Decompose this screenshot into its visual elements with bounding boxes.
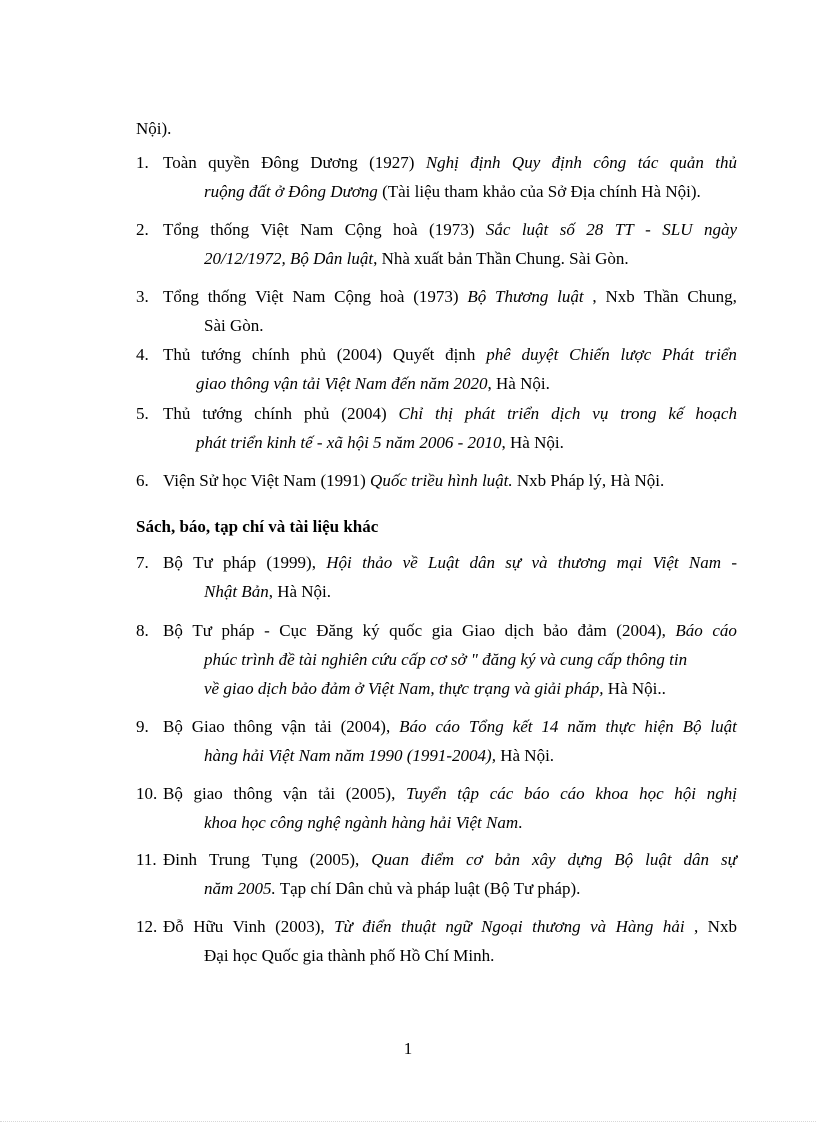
ref-title-word: thực [605,717,636,736]
ref-title-word: Phát [661,345,695,364]
ref-title-word: bản [494,850,521,869]
ref-word: chính [251,345,290,364]
ref-title-word: Nam [688,553,722,572]
ref-word: gia [431,621,453,640]
ref-continuation-line [204,878,580,900]
ref-title-word: và [531,553,548,572]
ref-continuation-line [204,581,331,603]
ref-line-justified [163,286,737,308]
ref-title-word: số [559,220,575,239]
ref-title-word: thủ [715,153,737,172]
ref-text: Nxb Pháp lý, Hà Nội. [512,471,665,490]
ref-continuation-line [204,945,494,967]
reference-number: 11. [136,850,157,869]
ref-title-italic: năm 2005. [204,879,276,898]
ref-word: Nam [292,287,326,306]
ref-title-word: hiện [644,717,674,736]
ref-word: Thần [643,287,679,306]
reference-number: 9. [136,717,149,736]
ref-word: Bộ [163,784,183,803]
ref-word: Cộng [344,220,382,239]
ref-title-word: sự [505,553,522,572]
ref-text: , Nhà xuất bản Thần Chung. Sài Gòn. [373,249,629,268]
ref-word: tải [318,784,336,803]
ref-title-italic: Nhật Bản [204,582,269,601]
ref-title-word: tập [457,784,480,803]
page-border [0,1121,816,1122]
ref-word: Tư [192,621,212,640]
ref-word: phủ [300,345,326,364]
ref-line-justified [163,916,737,938]
reference-number: 12. [136,917,158,936]
ref-word: Bộ [163,717,183,736]
ref-continuation-line [196,373,550,395]
ref-word: pháp [223,553,257,572]
ref-word: Hữu [193,917,224,936]
ref-title-word: Bộ [682,717,702,736]
ref-title-word: thuật [400,917,436,936]
ref-title-word: nghị [706,784,737,803]
ref-word: Đỗ [163,917,184,936]
ref-text: (Tài liệu tham khảo của Sở Địa chính Hà Nội). [377,182,701,201]
ref-title-word: điển [362,917,392,936]
ref-word: Quyết [392,345,435,364]
ref-title-word: duyệt [521,345,559,364]
ref-line-justified [163,783,737,805]
ref-continuation-line [204,678,666,700]
reference-number: 8. [136,621,149,640]
ref-text: Tạp chí Dân chủ và pháp luật (Bộ Tư pháp). [275,879,581,898]
ref-word: quyền [208,153,250,172]
ref-title-word: luật [557,287,584,306]
ref-word: Đông [261,153,299,172]
ref-title-word: quản [669,153,704,172]
ref-word: phủ [303,404,330,423]
ref-title-italic: hàng hải Việt Nam năm 1990 (1991-2004), [204,746,496,765]
ref-title-word: thương [557,553,607,572]
ref-title-word: xây [532,850,556,869]
reference-number: 5. [136,404,149,423]
ref-title-word: 28 [586,220,604,239]
ref-line-justified [163,849,737,871]
ref-word: Nxb [605,287,635,306]
ref-title-word: hoạch [695,404,737,423]
ref-title-word: mại [616,553,643,572]
ref-title-word: Nghị [425,153,459,172]
ref-word: Nxb [707,917,737,936]
ref-title-word: Quy [511,153,541,172]
ref-word: Trung [208,850,250,869]
ref-word: tướng [201,345,242,364]
ref-word: Thủ [163,345,191,364]
ref-title-word: Việt [652,553,679,572]
ref-title-word: phát [464,404,496,423]
section-heading: Sách, báo, tạp chí và tài liệu khác [136,517,379,536]
ref-title-word: báo [523,784,550,803]
ref-continuation-line [196,432,564,454]
ref-title-word: thảo [362,553,393,572]
ref-title-word: các [489,784,514,803]
ref-title-word: Luật [427,553,460,572]
ref-title-word: vụ [592,404,609,423]
ref-line-justified [163,403,737,425]
ref-title-word: 14 [541,717,559,736]
ref-title-word: - [645,220,651,239]
ref-text: , Hà Nội. [487,374,550,393]
ref-word: Cộng [334,287,372,306]
ref-word: (2003), [275,917,325,936]
ref-title-word: cáo [560,784,585,803]
ref-title-word: Hội [326,553,352,572]
ref-title-word: thương [532,917,581,936]
ref-word: Dương [310,153,358,172]
ref-word: thống [207,287,247,306]
ref-title-word: ngữ [445,917,472,936]
ref-word: tải [314,717,332,736]
ref-word: (1973) [413,287,459,306]
ref-word: (2005), [345,784,396,803]
ref-word: pháp [221,621,255,640]
ref-word: hoà [393,220,418,239]
ref-text: Hà Nội.. [603,679,666,698]
ref-word: Đinh [163,850,197,869]
ref-title-italic: ruộng đất ở Đông Dương [204,182,378,201]
ref-word: Cục [279,621,307,640]
reference-number: 7. [136,553,149,572]
ref-title-word: trong [620,404,657,423]
ref-title-word: cơ [465,850,483,869]
ref-word: (1973) [429,220,475,239]
ref-word: vận [282,784,308,803]
ref-word: thông [233,717,273,736]
ref-title-word: định [470,153,501,172]
ref-title-word: hội [674,784,697,803]
ref-line [163,470,664,492]
ref-word: thông [233,784,273,803]
ref-title-italic: giao thông vận tải Việt Nam đến năm 2020 [196,374,488,393]
ref-line-justified [163,219,737,241]
ref-word: định [445,345,476,364]
ref-text: , Hà Nội. [501,433,564,452]
ref-word: thống [210,220,250,239]
ref-title-word: SLU [662,220,693,239]
ref-title-word: lược [620,345,652,364]
ref-title-word: điểm [420,850,455,869]
ref-title-italic: phúc trình đề tài nghiên cứu cấp cơ sở " đăng ký và cung cấp thông tin [204,650,688,669]
ref-title-word: dân [683,850,710,869]
ref-title-word: luật [710,717,737,736]
ref-title-word: cáo [435,717,460,736]
ref-title-word: ngày [703,220,737,239]
ref-title-word: Ngoại [481,917,523,936]
ref-line-justified [163,552,737,574]
ref-title-word: kế [668,404,684,423]
ref-title-word: về [402,553,418,572]
ref-title-word: Sắc [485,220,511,239]
ref-title-word: TT [614,220,634,239]
ref-text: , Hà Nội. [268,582,332,601]
ref-text: Viện Sử học Việt Nam (1991) [163,471,371,490]
ref-word: Tư [193,553,213,572]
ref-word: Thủ [163,404,191,423]
ref-title-word: hải [662,917,685,936]
ref-word: Vinh [232,917,266,936]
ref-word: Việt [260,220,289,239]
ref-title-word: Quan [371,850,410,869]
ref-word: đảm [577,621,607,640]
ref-line-justified [163,152,737,174]
ref-continuation-line [204,248,629,270]
ref-text: Hà Nội. [495,746,555,765]
ref-word: quốc [389,621,423,640]
ref-continuation-line [204,745,554,767]
ref-word: Toàn [163,153,197,172]
ref-word: (2004), [340,717,391,736]
ref-word: giao [193,784,223,803]
reference-number: 10. [136,784,158,803]
ref-title-word: - [731,553,737,572]
ref-title-word: công [593,153,627,172]
ref-text: . [518,813,523,832]
ref-word: Đăng [316,621,354,640]
ref-word: Việt [255,287,284,306]
ref-word: - [264,621,270,640]
ref-continuation-line [204,649,687,671]
ref-title-italic: phát triển kinh tế - xã hội 5 năm 2006 - 2010 [196,433,502,452]
ref-continuation-line [204,315,264,337]
ref-word: hoà [379,287,405,306]
ref-word: chính [254,404,292,423]
ref-title-word: Chỉ [398,404,424,423]
ref-title-word: sự [720,850,737,869]
continuation-text: Nội). [136,119,172,138]
ref-title-word: luật [521,220,549,239]
ref-title-word: khoa [595,784,629,803]
ref-title-word: Thương [495,287,549,306]
reference-number: 6. [136,471,149,490]
ref-word: Bộ [163,553,183,572]
ref-title-italic: Quốc triều hình luật. [370,471,513,490]
page-number: 1 [403,1039,413,1058]
ref-title-word: năm [567,717,597,736]
ref-title-word: cáo [712,621,737,640]
ref-word: Giao [462,621,496,640]
ref-text: Sài Gòn. [204,316,264,335]
ref-word: tướng [202,404,243,423]
ref-title-word: Bộ [467,287,487,306]
ref-title-word: triển [507,404,540,423]
ref-word: (2005), [309,850,360,869]
ref-word: (1927) [369,153,415,172]
ref-line-justified [163,716,737,738]
ref-title-italic: khoa học công nghệ ngành hàng hải Việt Nam [204,813,519,832]
ref-title-word: Bộ [614,850,634,869]
ref-title-word: và [590,917,607,936]
ref-title-word: luật [645,850,672,869]
ref-title-word: Báo [675,621,703,640]
ref-line-justified [163,344,737,366]
ref-title-word: dựng [567,850,603,869]
ref-title-word: định [551,153,582,172]
ref-word: vận [281,717,306,736]
ref-title-word: Từ [334,917,353,936]
ref-word: (2004) [341,404,387,423]
ref-word: , [693,917,699,936]
ref-title-word: Tuyển [406,784,447,803]
ref-continuation-line [204,812,522,834]
ref-title-word: dân [469,553,495,572]
ref-title-word: dịch [551,404,581,423]
ref-title-word: học [639,784,664,803]
ref-word: bảo [543,621,568,640]
reference-number: 2. [136,220,149,239]
reference-number: 4. [136,345,149,364]
ref-word: Tổng [163,220,199,239]
ref-title-word: triển [704,345,737,364]
ref-title-word: Báo [399,717,427,736]
ref-word: (2004) [336,345,383,364]
ref-continuation-line [204,181,701,203]
ref-word: Nam [300,220,334,239]
ref-word: Tổng [163,287,199,306]
ref-title-italic: 20/12/1972, Bộ Dân luật [204,249,374,268]
ref-word: (2004), [616,621,666,640]
ref-word: (1999), [266,553,316,572]
ref-title-word: kết [512,717,533,736]
ref-word: dịch [504,621,534,640]
ref-title-word: Chiến [569,345,610,364]
ref-title-word: Hàng [615,917,654,936]
ref-word: ký [362,621,380,640]
ref-word: Giao [191,717,225,736]
ref-word: Chung, [687,287,737,306]
ref-title-word: Tổng [468,717,504,736]
ref-title-word: tác [637,153,659,172]
ref-title-word: thị [435,404,453,423]
ref-line-justified [163,620,737,642]
reference-number: 3. [136,287,149,306]
reference-number: 1. [136,153,149,172]
ref-title-word: phê [486,345,511,364]
ref-word: Bộ [163,621,183,640]
ref-text: Đại học Quốc gia thành phố Hồ Chí Minh. [204,946,495,965]
ref-title-italic: về giao dịch bảo đảm ở Việt Nam, thực trạng và giải pháp, [204,679,604,698]
ref-word: , [592,287,597,306]
ref-word: Tụng [261,850,298,869]
